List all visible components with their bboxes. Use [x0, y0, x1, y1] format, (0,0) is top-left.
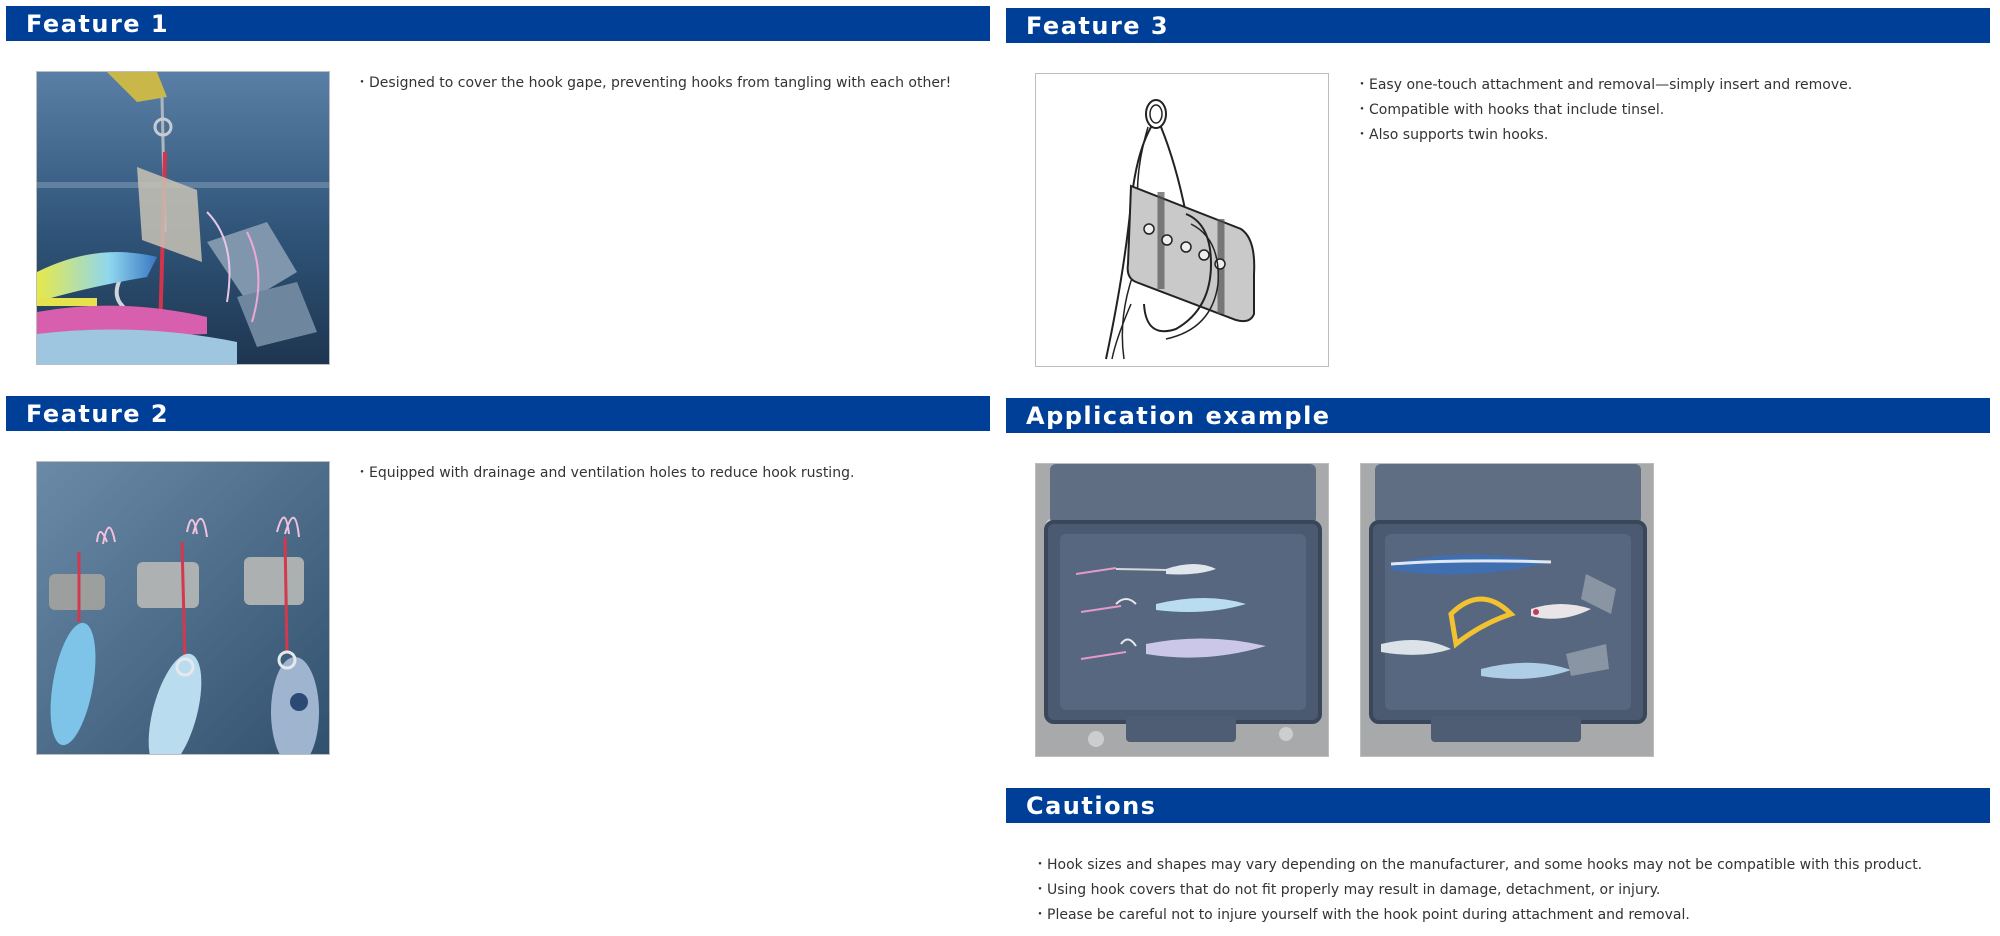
feature-3-bullets — [1355, 73, 1852, 148]
list-item: ・Equipped with drainage and ventilation holes to reduce hook rusting. — [355, 465, 855, 481]
feature-1-title: Feature 1 — [26, 10, 170, 38]
tackle-box-with-jigs-photo-icon — [1036, 464, 1329, 757]
tackle-box-with-lures-photo-icon — [1361, 464, 1654, 757]
feature-2-header — [6, 396, 990, 431]
application-example-header — [1006, 398, 1990, 433]
three-jigs-with-hook-covers-photo-icon — [37, 462, 330, 755]
feature-2-title: Feature 2 — [26, 400, 170, 428]
list-item: ・Easy one-touch attachment and removal—simply insert and remove. — [1355, 77, 1853, 93]
feature-1-header — [6, 6, 990, 41]
cautions-bullets — [1033, 853, 1922, 928]
cautions-title: Cautions — [1026, 792, 1157, 820]
feature-3-title: Feature 3 — [1026, 12, 1170, 40]
application-photo-2 — [1360, 463, 1654, 757]
application-photo-1 — [1035, 463, 1329, 757]
feature-1-bullets — [355, 71, 951, 96]
list-item: ・Designed to cover the hook gape, preventing hooks from tangling with each other! — [355, 75, 952, 91]
list-item: ・Also supports twin hooks. — [1355, 127, 1549, 143]
list-item: ・Please be careful not to injure yourself with the hook point during attachment and removal. — [1033, 907, 1690, 923]
list-item: ・Hook sizes and shapes may vary depending on the manufacturer, and some hooks may not be compatible with this product. — [1033, 857, 1923, 873]
application-example-title: Application example — [1026, 402, 1331, 430]
list-item: ・Using hook covers that do not fit properly may result in damage, detachment, or injury. — [1033, 882, 1661, 898]
cautions-header — [1006, 788, 1990, 823]
feature-3-drawing — [1035, 73, 1329, 367]
feature-2-photo — [36, 461, 330, 755]
hook-cover-line-drawing-icon — [1036, 74, 1329, 367]
feature-3-header — [1006, 8, 1990, 43]
feature-1-photo — [36, 71, 330, 365]
lure-with-hook-cover-photo-icon — [37, 72, 330, 365]
list-item: ・Compatible with hooks that include tinsel. — [1355, 102, 1665, 118]
feature-2-bullets — [355, 461, 854, 486]
